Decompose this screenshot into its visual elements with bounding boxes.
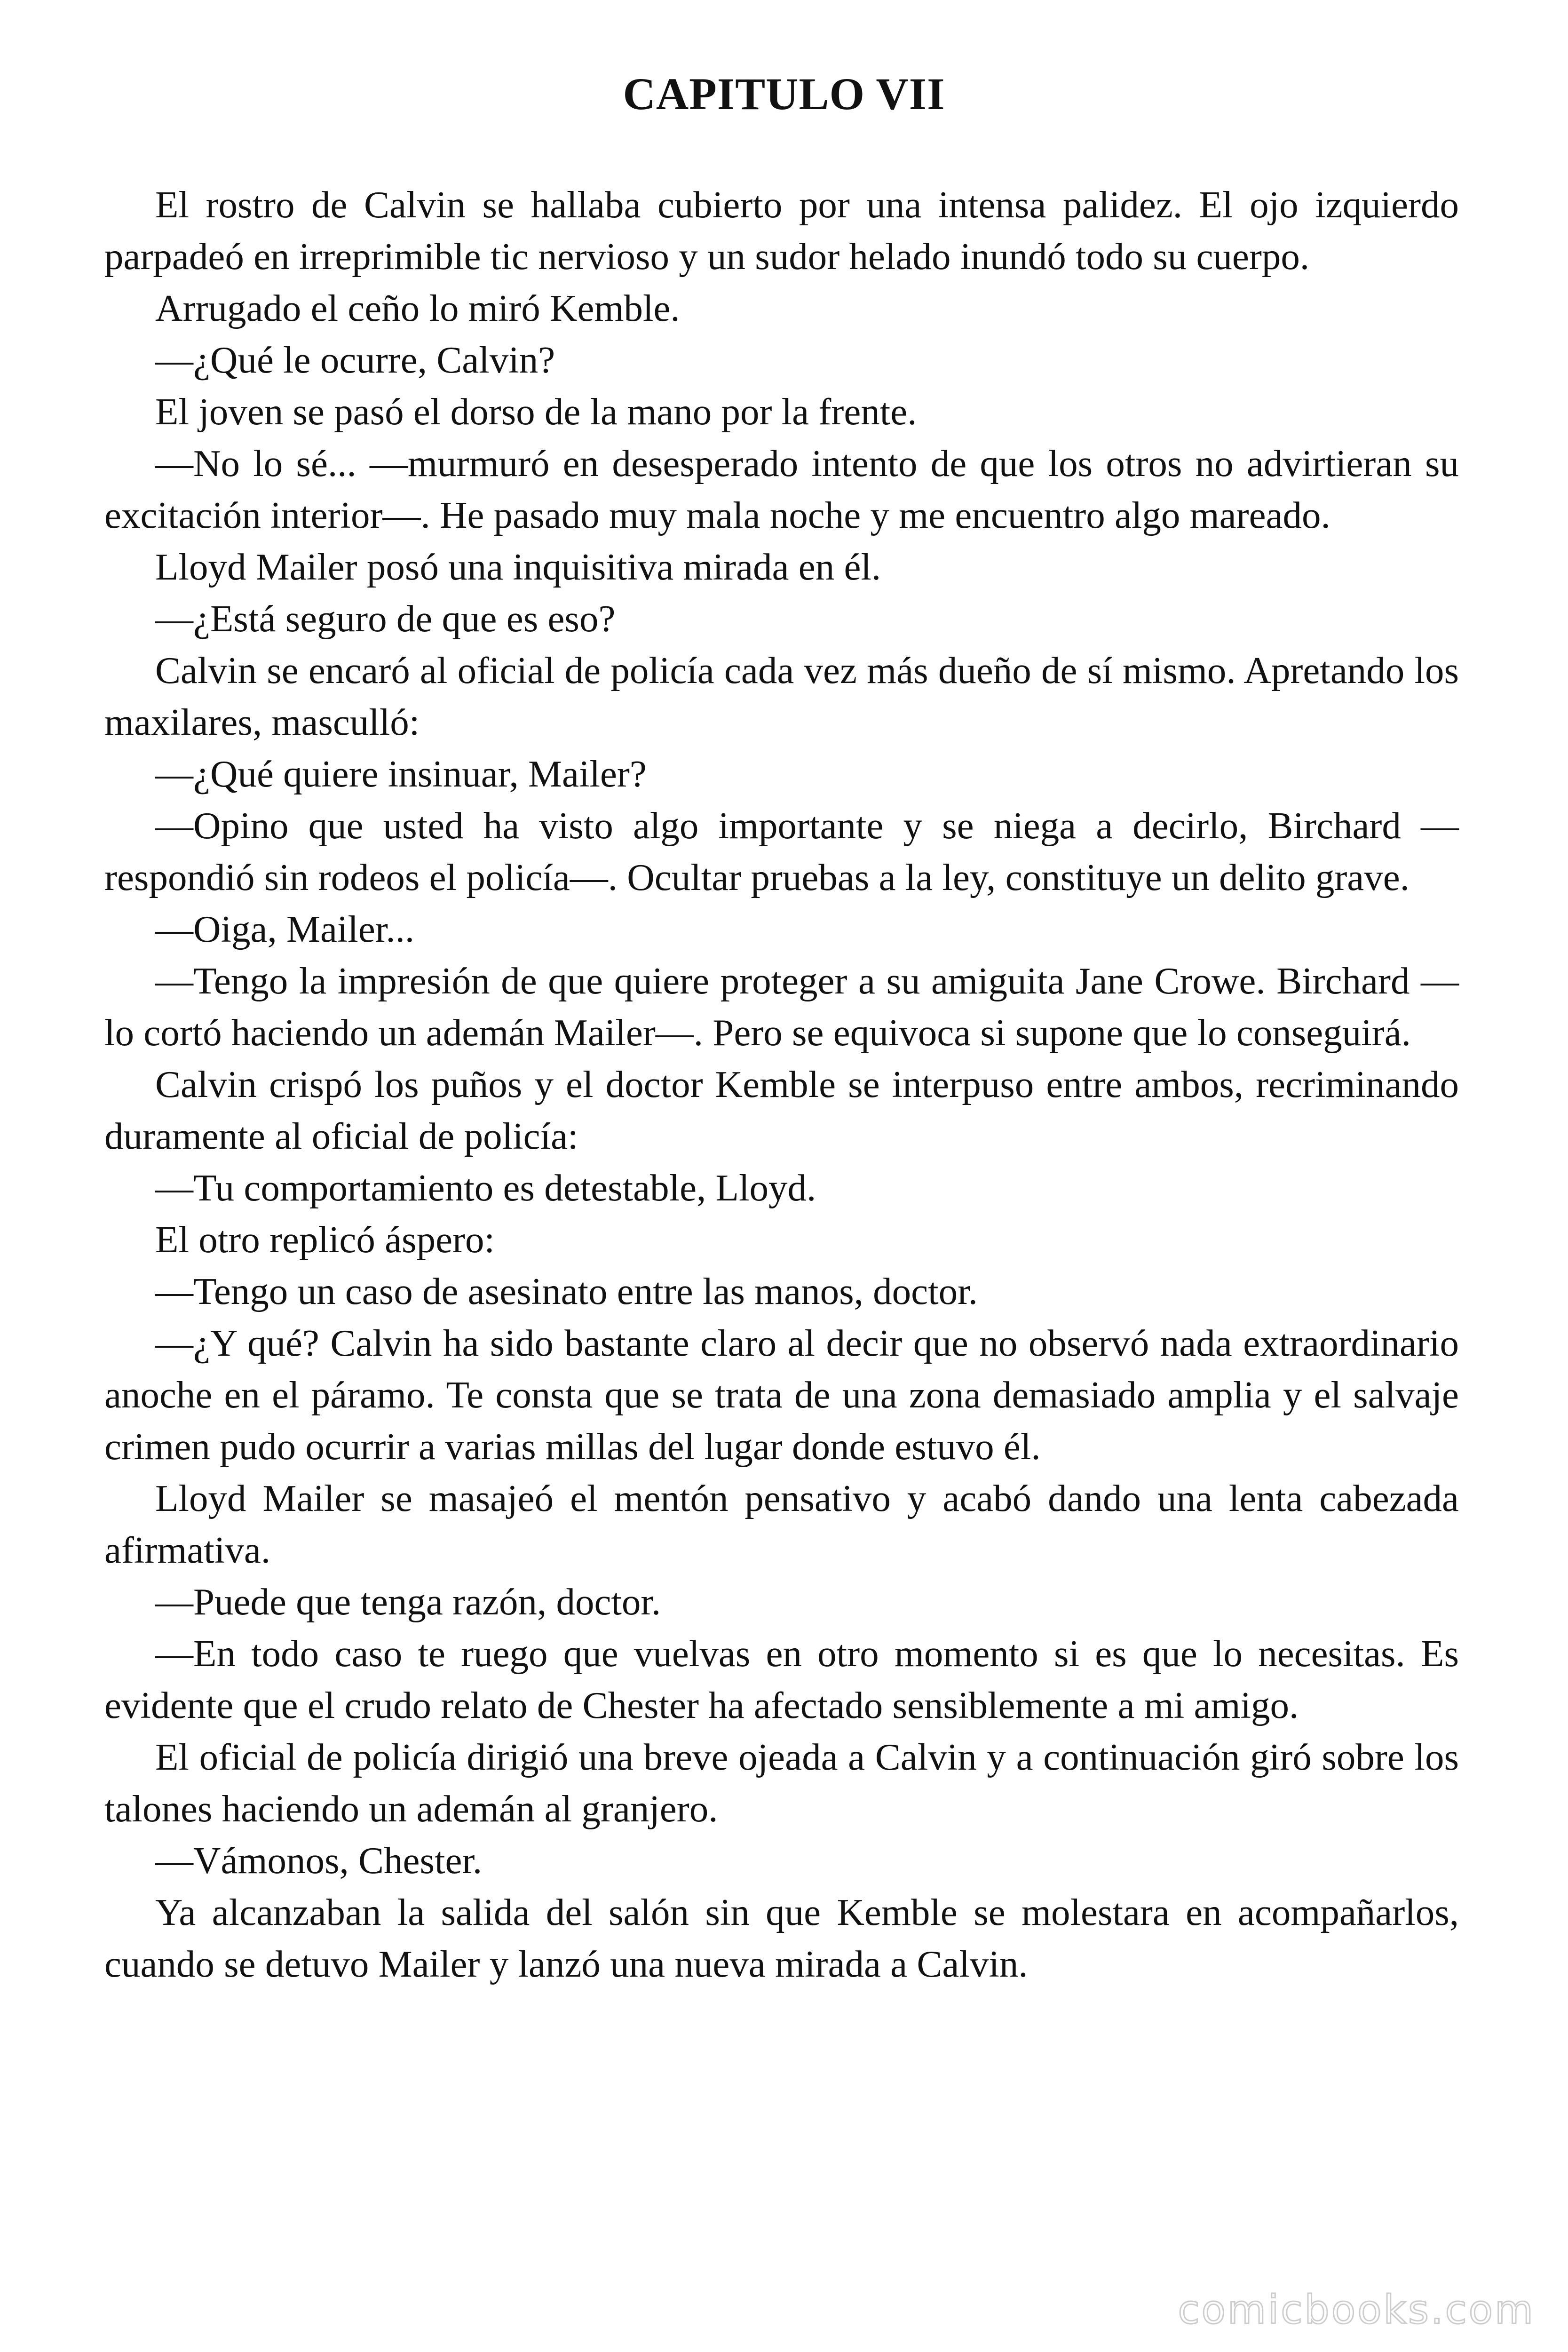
paragraph: —¿Y qué? Calvin ha sido bastante claro al decir que no observó nada extraordinario anoche en el páramo. Te consta que se trata de una zona demasiado amplia y el salvaje crimen pudo ocurrir a varias millas del lugar donde estuvo él.	[104, 1322, 1459, 1468]
paragraph: —Puede que tenga razón, doctor.	[155, 1581, 661, 1623]
paragraph: —¿Qué quiere insinuar, Mailer?	[155, 753, 647, 795]
paragraph: El joven se pasó el dorso de la mano por la frente.	[155, 390, 917, 433]
paragraph: Lloyd Mailer posó una inquisitiva mirada en él.	[155, 546, 881, 588]
paragraph: —¿Está seguro de que es eso?	[155, 597, 616, 640]
paragraph: El rostro de Calvin se hallaba cubierto por una intensa palidez. El ojo izquierdo parpadeó en irreprimible tic nervioso y un sudor helado inundó todo su cuerpo.	[104, 183, 1459, 278]
paragraph: Arrugado el ceño lo miró Kemble.	[155, 287, 680, 329]
paragraph: —En todo caso te ruego que vuelvas en otro momento si es que lo necesitas. Es evidente que el crudo relato de Chester ha afectado sensiblemente a mi amigo.	[104, 1632, 1459, 1726]
chapter-body	[104, 179, 1459, 1990]
paragraph: Calvin se encaró al oficial de policía cada vez más dueño de sí mismo. Apretando los maxilares, masculló:	[104, 649, 1459, 743]
paragraph: —Tu comportamiento es detestable, Lloyd.	[155, 1167, 816, 1209]
paragraph: Calvin crispó los puños y el doctor Kemble se interpuso entre ambos, recriminando duramente al oficial de policía:	[104, 1063, 1459, 1157]
paragraph: —Tengo la impresión de que quiere proteger a su amiguita Jane Crowe. Birchard —lo cortó haciendo un ademán Mailer—. Pero se equivoca si supone que lo conseguirá.	[104, 960, 1459, 1054]
chapter-title: CAPITULO VII	[623, 69, 945, 119]
paragraph: Ya alcanzaban la salida del salón sin que Kemble se molestara en acompañarlos, cuando se detuvo Mailer y lanzó una nueva mirada a Calvin.	[104, 1891, 1459, 1985]
paragraph: —Oiga, Mailer...	[155, 908, 415, 950]
watermark: comicbooks.com	[1178, 2287, 1535, 2333]
paragraph: —¿Qué le ocurre, Calvin?	[155, 339, 555, 381]
paragraph: El otro replicó áspero:	[155, 1218, 495, 1261]
paragraph: —Vámonos, Chester.	[155, 1839, 483, 1882]
paragraph: —Opino que usted ha visto algo importante y se niega a decirlo, Birchard —respondió sin rodeos el policía—. Ocultar pruebas a la ley, constituye un delito grave.	[104, 804, 1459, 898]
paragraph: —Tengo un caso de asesinato entre las manos, doctor.	[155, 1270, 978, 1312]
paragraph: —No lo sé... —murmuró en desesperado intento de que los otros no advirtieran su excitación interior—. He pasado muy mala noche y me encuentro algo mareado.	[104, 442, 1459, 536]
paragraph: El oficial de policía dirigió una breve ojeada a Calvin y a continuación giró sobre los talones haciendo un ademán al granjero.	[104, 1736, 1459, 1830]
paragraph: Lloyd Mailer se masajeó el mentón pensativo y acabó dando una lenta cabezada afirmativa.	[104, 1477, 1459, 1571]
